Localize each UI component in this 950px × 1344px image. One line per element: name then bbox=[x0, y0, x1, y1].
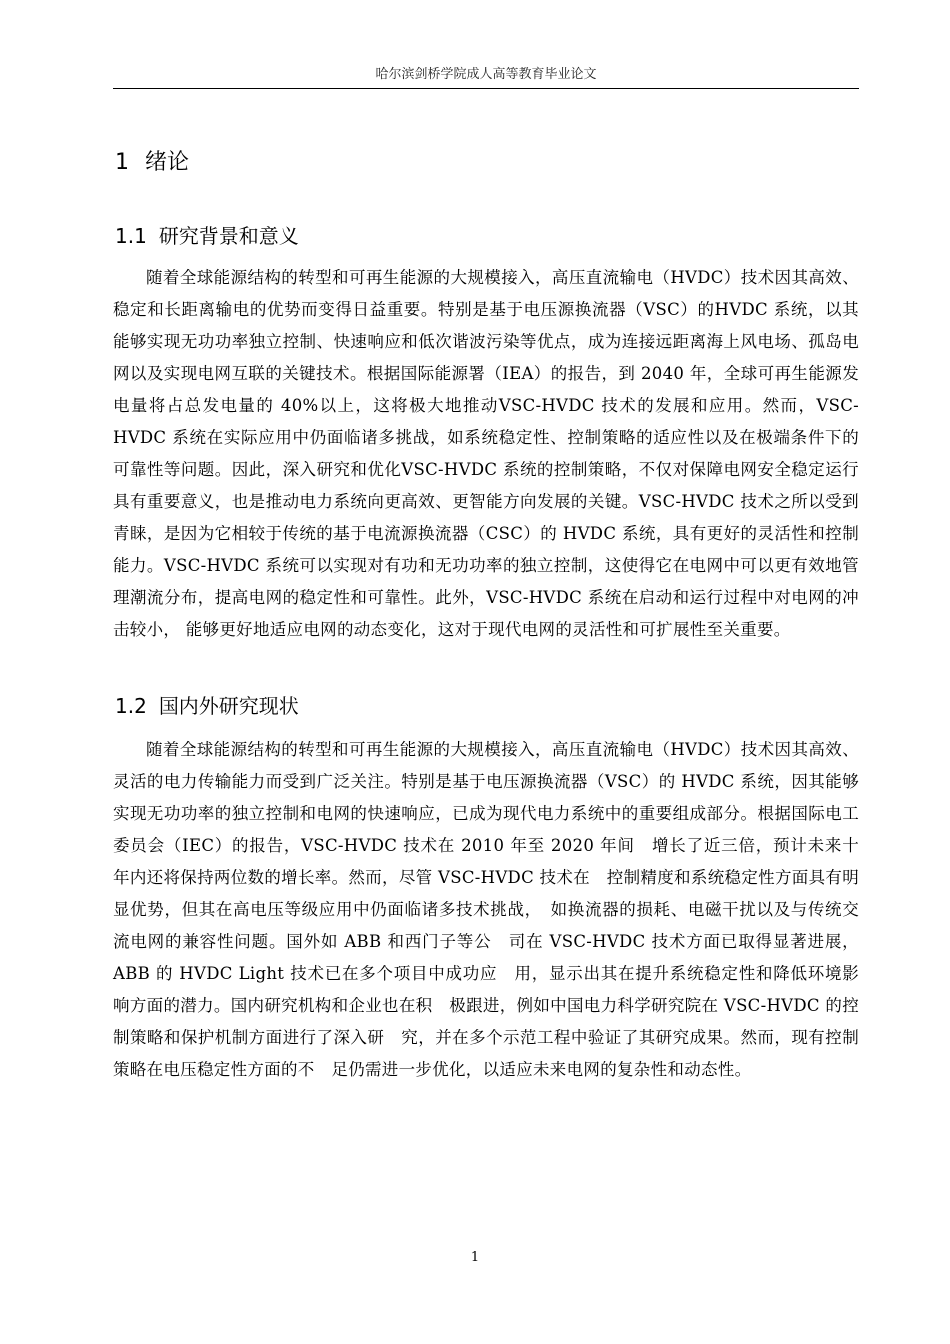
chapter-number: 1 bbox=[115, 150, 129, 175]
section-number: 1.1 bbox=[115, 224, 147, 248]
body-paragraph: 随着全球能源结构的转型和可再生能源的大规模接入，高压直流输电（HVDC）技术因其高效、稳定和长距离输电的优势而变得日益重要。特别是基于电压源换流器（VSC）的HVDC 系统，以其能够实现无功功率独立控制、快速响应和低次谐波污染等优点，成为连接远距离海上风电场、孤岛电网以及实现电网互联的关键技术。根据国际能源署（IEA）的报告，到 2040 年，全球可再生能源发电量将占总发电量的 40%以上，这将极大地推动VSC-HVDC 技术的发展和应用。然而，VSC-HVDC 系统在实际应用中仍面临诸多挑战，如系统稳定性、控制策略的适应性以及在极端条件下的可靠性等问题。因此，深入研究和优化VSC-HVDC 系统的控制策略，不仅对保障电网安全稳定运行具有重要意义，也是推动电力系统向更高效、更智能方向发展的关键。VSC-HVDC 技术之所以受到青睐，是因为它相较于传统的基于电流源换流器（CSC）的 HVDC 系统，具有更好的灵活性和控制能力。VSC-HVDC 系统可以实现对有功和无功功率的独立控制，这使得它在电网中可以更有效地管理潮流分布，提高电网的稳定性和可靠性。此外，VSC-HVDC 系统在启动和运行过程中对电网的冲击较小， 能够更好地适应电网的动态变化，这对于现代电网的灵活性和可扩展性至关重要。 bbox=[113, 268, 859, 639]
section-title: 研究背景和意义 bbox=[158, 224, 299, 248]
header-divider bbox=[113, 88, 859, 89]
section-heading bbox=[115, 222, 299, 250]
running-header: 哈尔滨剑桥学院成人高等教育毕业论文 bbox=[375, 67, 597, 82]
section-title: 国内外研究现状 bbox=[158, 694, 299, 718]
body-paragraph: 随着全球能源结构的转型和可再生能源的大规模接入，高压直流输电（HVDC）技术因其高效、灵活的电力传输能力而受到广泛关注。特别是基于电压源换流器（VSC）的 HVDC 系统，因其能够实现无功功率的独立控制和电网的快速响应，已成为现代电力系统中的重要组成部分。根据国际电工委员会（IEC）的报告，VSC-HVDC 技术在 2010 年至 2020 年间 增长了近三倍，预计未来十年内还将保持两位数的增长率。然而，尽管 VSC-HVDC 技术在 控制精度和系统稳定性方面具有明显优势，但其在高电压等级应用中仍面临诸多技术挑战， 如换流器的损耗、电磁干扰以及与传统交流电网的兼容性问题。国外如 ABB 和西门子等公 司在 VSC-HVDC 技术方面已取得显著进展，ABB 的 HVDC Light 技术已在多个项目中成功应 用，显示出其在提升系统稳定性和降低环境影响方面的潜力。国内研究机构和企业也在积 极跟进，例如中国电力科学研究院在 VSC-HVDC 的控制策略和保护机制方面进行了深入研 究，并在多个示范工程中验证了其研究成果。然而，现有控制策略在电压稳定性方面的不 足仍需进一步优化，以适应未来电网的复杂性和动态性。 bbox=[113, 740, 859, 1079]
chapter-heading bbox=[115, 148, 189, 178]
section-number: 1.2 bbox=[115, 694, 147, 718]
chapter-title: 绪论 bbox=[145, 150, 190, 175]
section-heading bbox=[115, 692, 299, 720]
page-number: 1 bbox=[470, 1250, 480, 1265]
